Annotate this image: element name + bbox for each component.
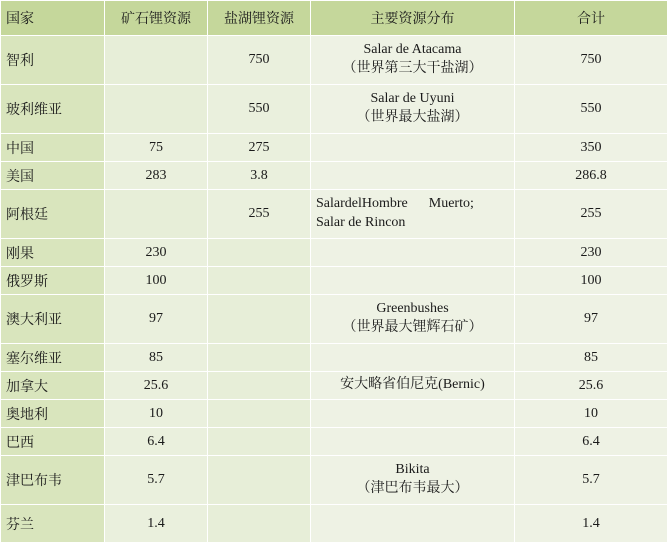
table-row	[1, 239, 667, 267]
cell-brine-lithium: 3.8	[208, 162, 311, 190]
cell-brine-lithium	[208, 428, 311, 456]
distribution-line-primary: 安大略省伯尼克(Bernic)	[316, 376, 509, 395]
cell-total: 5.7	[515, 456, 667, 505]
table-row	[1, 428, 667, 456]
cell-country: 玻利维亚	[1, 85, 105, 134]
cell-total: 350	[515, 134, 667, 162]
cell-brine-lithium	[208, 344, 311, 372]
cell-distribution	[311, 456, 515, 505]
cell-brine-lithium	[208, 295, 311, 344]
cell-brine-lithium	[208, 456, 311, 505]
table-header	[1, 1, 667, 36]
table-row	[1, 267, 667, 295]
cell-total: 25.6	[515, 372, 667, 400]
cell-country: 刚果	[1, 239, 105, 267]
column-header-brine-lithium: 盐湖锂资源	[208, 1, 311, 36]
cell-ore-lithium	[105, 36, 208, 85]
cell-distribution	[311, 344, 515, 372]
cell-country: 塞尔维亚	[1, 344, 105, 372]
cell-country: 加拿大	[1, 372, 105, 400]
cell-distribution	[311, 162, 515, 190]
cell-total: 286.8	[515, 162, 667, 190]
cell-total: 550	[515, 85, 667, 134]
cell-distribution	[311, 295, 515, 344]
cell-brine-lithium	[208, 505, 311, 543]
distribution-line-primary: Salar de Atacama	[316, 41, 509, 60]
cell-distribution	[311, 372, 515, 400]
cell-ore-lithium	[105, 190, 208, 239]
cell-distribution	[311, 267, 515, 295]
distribution-line-secondary: （世界最大锂辉石矿）	[316, 319, 509, 338]
cell-ore-lithium: 283	[105, 162, 208, 190]
cell-country: 奥地利	[1, 400, 105, 428]
cell-country: 美国	[1, 162, 105, 190]
cell-total: 85	[515, 344, 667, 372]
cell-distribution	[311, 400, 515, 428]
cell-country: 阿根廷	[1, 190, 105, 239]
cell-country: 巴西	[1, 428, 105, 456]
cell-brine-lithium	[208, 400, 311, 428]
cell-country: 津巴布韦	[1, 456, 105, 505]
cell-total: 97	[515, 295, 667, 344]
cell-ore-lithium: 100	[105, 267, 208, 295]
table-row	[1, 505, 667, 543]
cell-distribution	[311, 85, 515, 134]
cell-ore-lithium: 75	[105, 134, 208, 162]
cell-total: 1.4	[515, 505, 667, 543]
table-row	[1, 36, 667, 85]
cell-total: 100	[515, 267, 667, 295]
cell-distribution	[311, 134, 515, 162]
column-header-distribution: 主要资源分布	[311, 1, 515, 36]
cell-brine-lithium	[208, 267, 311, 295]
distribution-line-primary: SalardelHombre Muerto;	[316, 195, 509, 214]
cell-country: 俄罗斯	[1, 267, 105, 295]
cell-ore-lithium: 97	[105, 295, 208, 344]
table-row	[1, 372, 667, 400]
column-header-total: 合计	[515, 1, 667, 36]
cell-total: 230	[515, 239, 667, 267]
cell-country: 中国	[1, 134, 105, 162]
distribution-line-secondary: （津巴布韦最大）	[316, 480, 509, 499]
cell-ore-lithium: 230	[105, 239, 208, 267]
cell-ore-lithium: 85	[105, 344, 208, 372]
table-row	[1, 85, 667, 134]
table-row	[1, 456, 667, 505]
cell-country: 澳大利亚	[1, 295, 105, 344]
distribution-line-secondary: （世界第三大干盐湖）	[316, 60, 509, 79]
distribution-line-primary: Greenbushes	[316, 300, 509, 319]
cell-ore-lithium	[105, 85, 208, 134]
table-row	[1, 295, 667, 344]
cell-brine-lithium	[208, 372, 311, 400]
cell-brine-lithium	[208, 239, 311, 267]
cell-distribution	[311, 36, 515, 85]
cell-ore-lithium: 25.6	[105, 372, 208, 400]
table-row	[1, 134, 667, 162]
cell-brine-lithium: 750	[208, 36, 311, 85]
distribution-line-secondary: Salar de Rincon	[316, 214, 509, 233]
cell-total: 750	[515, 36, 667, 85]
cell-total: 255	[515, 190, 667, 239]
table-body	[1, 36, 667, 543]
cell-distribution	[311, 428, 515, 456]
table-row	[1, 400, 667, 428]
column-header-ore-lithium: 矿石锂资源	[105, 1, 208, 36]
cell-distribution	[311, 239, 515, 267]
cell-total: 10	[515, 400, 667, 428]
cell-country: 智利	[1, 36, 105, 85]
table-row	[1, 162, 667, 190]
table-row	[1, 344, 667, 372]
distribution-line-primary: Salar de Uyuni	[316, 90, 509, 109]
cell-distribution	[311, 190, 515, 239]
cell-ore-lithium: 6.4	[105, 428, 208, 456]
column-header-country: 国家	[1, 1, 105, 36]
cell-brine-lithium: 275	[208, 134, 311, 162]
cell-brine-lithium: 255	[208, 190, 311, 239]
table-header-row	[1, 1, 667, 36]
cell-ore-lithium: 1.4	[105, 505, 208, 543]
cell-ore-lithium: 10	[105, 400, 208, 428]
distribution-line-secondary: （世界最大盐湖）	[316, 109, 509, 128]
distribution-line-primary: Bikita	[316, 461, 509, 480]
table-row	[1, 190, 667, 239]
cell-brine-lithium: 550	[208, 85, 311, 134]
cell-total: 6.4	[515, 428, 667, 456]
cell-country: 芬兰	[1, 505, 105, 543]
cell-ore-lithium: 5.7	[105, 456, 208, 505]
cell-distribution	[311, 505, 515, 543]
